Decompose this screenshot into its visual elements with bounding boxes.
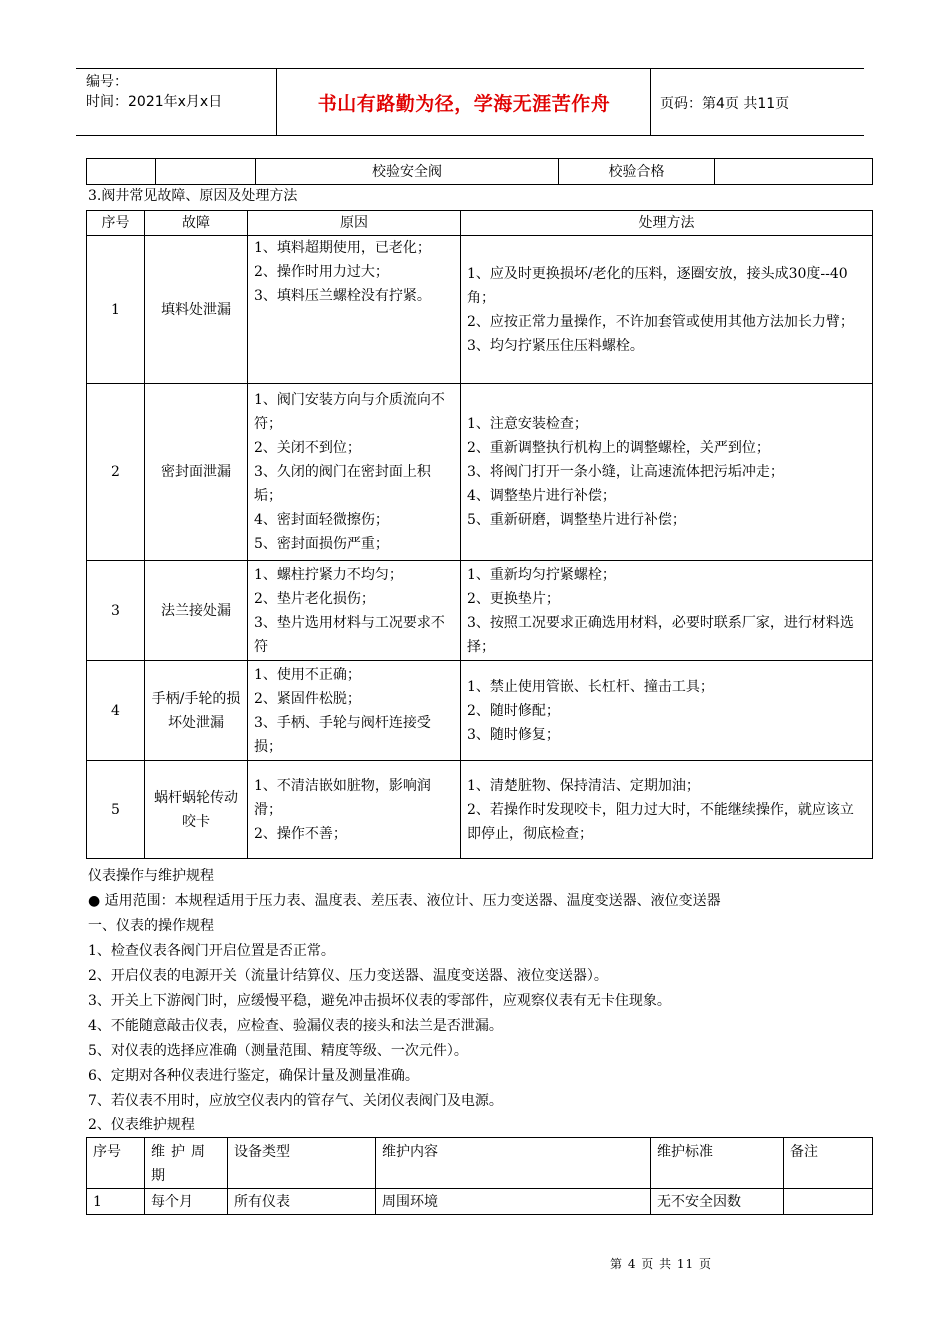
fault-name-cell: 法兰接处漏 xyxy=(145,561,248,661)
top-cell-item: 校验安全阀 xyxy=(256,159,559,185)
maint-cell: 无不安全因数 xyxy=(651,1189,784,1215)
maint-header-period: 维护周期 xyxy=(145,1138,228,1189)
header-bottom-rule xyxy=(76,135,864,136)
maint-cell: 每个月 xyxy=(145,1189,228,1215)
cause-line: 2、紧固件松脱； xyxy=(254,690,361,707)
header-motto: 书山有路勤为径，学海无涯苦作舟 xyxy=(317,93,611,115)
cause-line: 3、垫片选用材料与工况要求不符 xyxy=(254,614,445,655)
ops-item: 1、检查仪表各阀门开启位置是否正常。 xyxy=(88,943,335,959)
cause-line: 1、螺柱拧紧力不均匀； xyxy=(254,566,403,583)
maint-header-type: 设备类型 xyxy=(228,1138,376,1189)
solution-line: 1、清楚脏物、保持清洁、定期加油； xyxy=(467,777,700,794)
header-meta xyxy=(86,72,222,112)
fault-solution-cell xyxy=(461,236,873,384)
table-row xyxy=(87,661,873,761)
solution-line: 1、重新均匀拧紧螺栓； xyxy=(467,566,616,583)
solution-line: 2、若操作时发现咬卡，阻力过大时，不能继续操作，就应该立即停止，彻底检查； xyxy=(467,801,854,842)
cause-line: 2、操作时用力过大； xyxy=(254,264,389,280)
maint-header-no: 序号 xyxy=(87,1138,145,1189)
faults-table xyxy=(86,210,873,859)
solution-line: 1、应及时更换损坏/老化的压料，逐圈安放，接头成30度--40角； xyxy=(467,265,848,306)
cause-line: 2、关闭不到位； xyxy=(254,440,361,456)
ops-item: 4、不能随意敲击仪表，应检查、验漏仪表的接头和法兰是否泄漏。 xyxy=(88,1018,503,1034)
solution-line: 2、随时修配； xyxy=(467,702,560,719)
cause-line: 1、不清洁嵌如脏物，影响润滑； xyxy=(254,777,431,818)
table-row xyxy=(87,236,873,384)
header-cell-solution: 处理方法 xyxy=(461,211,873,236)
fault-solution-cell xyxy=(461,561,873,661)
cause-line: 4、密封面轻微擦伤； xyxy=(254,512,389,528)
table-row xyxy=(87,159,873,185)
cause-line: 3、手柄、手轮与阀杆连接受损； xyxy=(254,714,431,755)
ops-item: 5、对仪表的选择应准确（测量范围、精度等级、一次元件）。 xyxy=(88,1043,468,1059)
fault-name-cell: 密封面泄漏 xyxy=(145,384,248,561)
fault-solution-cell xyxy=(461,384,873,561)
maint-cell: 周围环境 xyxy=(376,1189,651,1215)
instrument-title: 仪表操作与维护规程 xyxy=(88,868,214,884)
cause-line: 2、垫片老化损伤； xyxy=(254,590,375,607)
maint-cell: 所有仪表 xyxy=(228,1189,376,1215)
header-page-label: 页码：第4页 共11页 xyxy=(660,96,790,112)
top-cell-1 xyxy=(87,159,156,185)
fault-cause-cell xyxy=(248,761,461,859)
ops-item: 3、开关上下游阀门时，应缓慢平稳，避免冲击损坏仪表的零部件，应观察仪表有无卡住现象。 xyxy=(88,993,671,1009)
solution-line: 2、重新调整执行机构上的调整螺栓，关严到位； xyxy=(467,440,770,456)
solution-line: 3、均匀拧紧压住压料螺栓。 xyxy=(467,337,644,354)
fault-cause-cell xyxy=(248,236,461,384)
table-row xyxy=(87,561,873,661)
fault-no-cell: 2 xyxy=(87,384,145,561)
ops-item: 7、若仪表不用时，应放空仪表内的管存气、关闭仪表阀门及电源。 xyxy=(88,1093,503,1109)
fault-name-cell: 蜗杆蜗轮传动咬卡 xyxy=(145,761,248,859)
fault-no-cell: 3 xyxy=(87,561,145,661)
solution-line: 2、应按正常力量操作，不许加套管或使用其他方法加长力臂； xyxy=(467,313,854,330)
fault-no-cell: 5 xyxy=(87,761,145,859)
cause-line: 3、填料压兰螺栓没有拧紧。 xyxy=(254,288,431,304)
top-cell-2 xyxy=(156,159,256,185)
header-divider-right xyxy=(650,68,651,135)
header-cell-no: 序号 xyxy=(87,211,145,236)
ops-title: 一、仪表的操作规程 xyxy=(88,918,214,934)
fault-solution-cell xyxy=(461,761,873,859)
fault-cause-cell xyxy=(248,384,461,561)
solution-line: 1、注意安装检查； xyxy=(467,416,588,432)
faults-title: 3.阀井常见故障、原因及处理方法 xyxy=(88,188,298,204)
table-row xyxy=(87,384,873,561)
cause-line: 1、阀门安装方向与介质流向不符； xyxy=(254,392,445,432)
maint-header-standard: 维护标准 xyxy=(651,1138,784,1189)
document-number-label: 编号： xyxy=(86,74,128,90)
fault-no-cell: 1 xyxy=(87,236,145,384)
cause-line: 5、密封面损伤严重； xyxy=(254,536,389,552)
page-footer: 第 4 页 共 11 页 xyxy=(610,1257,712,1271)
header-cell-fault: 故障 xyxy=(145,211,248,236)
cause-line: 3、久闭的阀门在密封面上积垢； xyxy=(254,464,431,504)
maint-cell: 1 xyxy=(87,1189,145,1215)
maint-header-content: 维护内容 xyxy=(376,1138,651,1189)
faults-header-row xyxy=(87,211,873,236)
maint-cell xyxy=(784,1189,873,1215)
solution-line: 5、重新研磨，调整垫片进行补偿； xyxy=(467,512,686,528)
header-cell-cause: 原因 xyxy=(248,211,461,236)
top-cell-result: 校验合格 xyxy=(559,159,715,185)
table-row xyxy=(87,761,873,859)
cause-line: 2、操作不善； xyxy=(254,825,347,842)
solution-line: 1、禁止使用管嵌、长杠杆、撞击工具； xyxy=(467,678,714,695)
fault-no-cell: 4 xyxy=(87,661,145,761)
header-top-rule xyxy=(76,68,864,69)
maint-title: 2、仪表维护规程 xyxy=(88,1117,195,1133)
header-divider-left xyxy=(276,68,277,135)
cause-line: 1、填料超期使用，已老化； xyxy=(254,240,431,256)
instrument-scope: ● 适用范围：本规程适用于压力表、温度表、差压表、液位计、压力变送器、温度变送器、液位变送器 xyxy=(88,893,721,909)
maint-header-row xyxy=(87,1138,873,1189)
fault-cause-cell xyxy=(248,661,461,761)
solution-line: 2、更换垫片； xyxy=(467,590,560,607)
solution-line: 3、按照工况要求正确选用材料，必要时联系厂家，进行材料选择； xyxy=(467,614,854,655)
document-date-label: 时间：2021年x月x日 xyxy=(86,94,223,110)
table-row xyxy=(87,1189,873,1215)
fault-cause-cell xyxy=(248,561,461,661)
cause-line: 1、使用不正确； xyxy=(254,666,361,683)
top-row-table xyxy=(86,158,873,185)
top-cell-5 xyxy=(715,159,873,185)
ops-item: 2、开启仪表的电源开关（流量计结算仪、压力变送器、温度变送器、液位变送器）。 xyxy=(88,968,608,984)
fault-name-cell: 手柄/手轮的损坏处泄漏 xyxy=(145,661,248,761)
maintenance-table xyxy=(86,1137,873,1215)
fault-name-cell: 填料处泄漏 xyxy=(145,236,248,384)
fault-solution-cell xyxy=(461,661,873,761)
solution-line: 4、调整垫片进行补偿； xyxy=(467,488,616,504)
ops-item: 6、定期对各种仪表进行鉴定，确保计量及测量准确。 xyxy=(88,1068,419,1084)
maint-header-remark: 备注 xyxy=(784,1138,873,1189)
solution-line: 3、将阀门打开一条小缝，让高速流体把污垢冲走； xyxy=(467,464,784,480)
solution-line: 3、随时修复； xyxy=(467,726,560,743)
